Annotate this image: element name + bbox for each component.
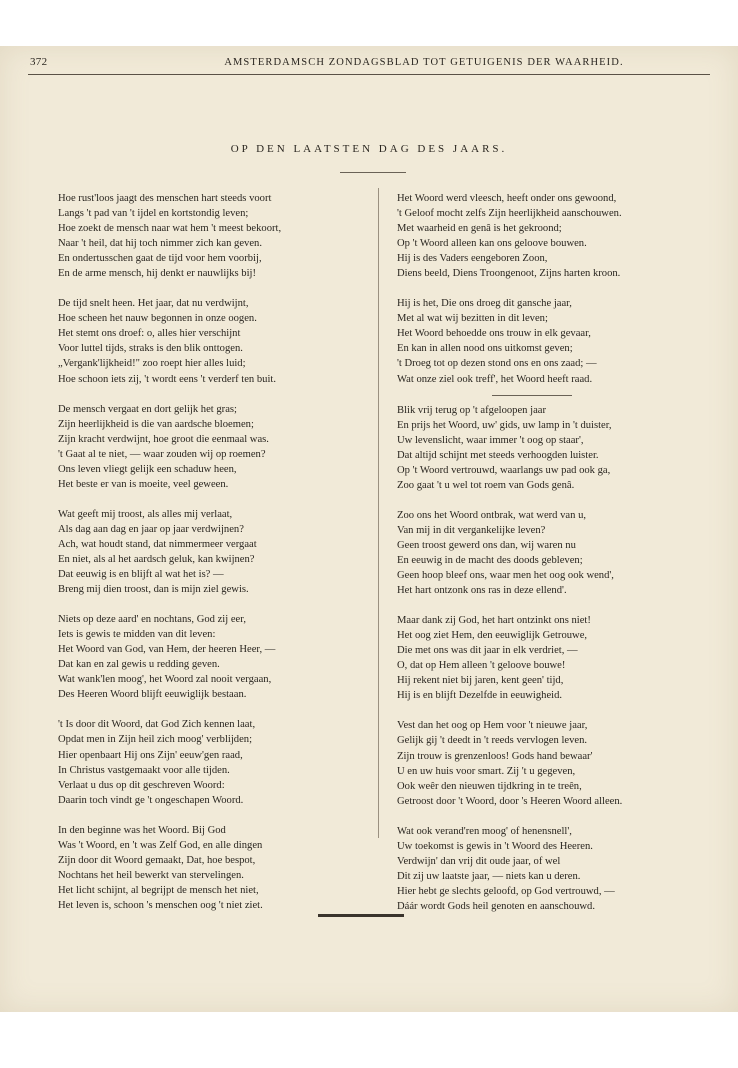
verse-line: In Christus vastgemaakt voor alle tijden. — [58, 764, 230, 776]
verse-line: Zoo ons het Woord ontbrak, wat werd van u, — [397, 509, 587, 521]
verse-line: 't Droeg tot op dezen stond ons en ons zaad; — — [397, 358, 597, 370]
stanza — [397, 296, 697, 386]
verse-line: Zijn door dit Woord gemaakt, Dat, hoe bespot, — [58, 854, 256, 866]
verse-line: Dat kan en zal gewis u redding geven. — [58, 659, 220, 671]
verse-line: Zijn trouw is grenzenloos! Gods hand bewaar' — [397, 750, 593, 762]
verse-line: Naar 't heil, dat hij toch nimmer zich kan geven. — [58, 238, 263, 250]
verse-line: Met al wat wij bezitten in dit leven; — [397, 313, 548, 325]
verse-line: Des Heeren Woord blijft eeuwiglijk bestaan. — [58, 689, 247, 701]
poem-title: OP DEN LAATSTEN DAG DES JAARS. — [230, 143, 508, 155]
stanza — [397, 613, 697, 703]
verse-line: Het stemt ons droef: o, alles hier verschijnt — [58, 328, 241, 340]
verse-line: Zijn kracht verdwijnt, hoe groot die eenmaal was. — [58, 433, 269, 445]
verse-line: Hij rekent niet bij jaren, kent geen' tijd, — [397, 675, 564, 687]
stanza — [397, 824, 697, 914]
stanza — [397, 508, 697, 598]
verse-line: Hoe schoon iets zij, 't wordt eens 't verderf ten buit. — [58, 373, 276, 385]
verse-line: Geen hoop bleef ons, waar men het oog ook wend', — [397, 570, 614, 582]
verse-line: Ach, wat houdt stand, dat nimmermeer vergaat — [58, 538, 257, 550]
page-number: 372 — [30, 56, 48, 68]
page-header — [28, 56, 710, 72]
verse-line: Hoe zoekt de mensch naar wat hem 't meest bekoort, — [58, 223, 282, 235]
verse-line: Gelijk gij 't deedt in 't reeds vervlogen leven. — [397, 735, 588, 747]
verse-line: Het beste er van is moeite, veel geween. — [58, 478, 229, 490]
verse-line: U en uw huis voor smart. Zij 't u gegeven, — [397, 765, 576, 777]
verse-line: En de arme mensch, hij denkt er nauwlijks bij! — [58, 268, 256, 280]
verse-line: De mensch vergaat en dort gelijk het gras; — [58, 403, 237, 415]
verse-line: Verlaat u dus op dit geschreven Woord: — [58, 779, 225, 791]
verse-line: Hij is en blijft Dezelfde in eeuwigheid. — [397, 690, 563, 702]
verse-line: Hij is des Vaders eengeboren Zoon, — [397, 253, 548, 265]
verse-line: Dat eeuwig is en blijft al wat het is? — — [58, 569, 224, 581]
verse-line: Met waarheid en genâ is het gekroond; — [397, 223, 562, 235]
verse-line: Op 't Woord vertrouwd, waarlangs uw pad ook ga, — [397, 464, 611, 476]
header-rule — [28, 74, 710, 75]
stanza — [58, 717, 370, 807]
verse-line: En kan in allen nood ons uitkomst geven; — [397, 343, 573, 355]
verse-line: Diens beeld, Diens Troongenoot, Zijns harten kroon. — [397, 268, 621, 280]
verse-line: Ook weêr den nieuwen tijdkring in te treên, — [397, 780, 582, 792]
verse-line: Hij is het, Die ons droeg dit gansche jaar, — [397, 298, 572, 310]
verse-line: Het Woord van God, van Hem, der heeren Heer, — — [58, 644, 276, 656]
stanza — [397, 718, 697, 808]
verse-line: Iets is gewis te midden van dit leven: — [58, 629, 216, 641]
verse-line: En ondertusschen gaat de tijd voor hem voorbij, — [58, 253, 262, 265]
verse-line: Daarin toch vindt ge 't ongeschapen Woord. — [58, 794, 244, 806]
verse-line: 't Is door dit Woord, dat God Zich kennen laat, — [58, 719, 256, 731]
verse-line: Was 't Woord, en 't was Zelf God, en alle dingen — [58, 839, 263, 851]
stanza — [397, 403, 697, 493]
verse-line: En niet, als al het aardsch geluk, kan kwijnen? — [58, 553, 255, 565]
verse-line: Hier openbaart Hij ons Zijn' eeuw'gen raad, — [58, 749, 243, 761]
verse-line: Ons leven vliegt gelijk een schaduw heen, — [58, 463, 237, 475]
right-column — [397, 191, 697, 929]
verse-line: Als dag aan dag en jaar op jaar verdwijnen? — [58, 523, 244, 535]
verse-line: „Vergank'lijkheid!" zoo roept hier alles luid; — [58, 358, 246, 370]
verse-line: Hoe scheen het nauw begonnen in onze oogen. — [58, 313, 257, 325]
verse-line: Het leven is, schoon 's menschen oog 't niet ziet. — [58, 899, 263, 911]
verse-line: Dáár wordt Gods heil genoten en aanschouwd. — [397, 900, 595, 912]
stanza — [58, 823, 370, 913]
verse-line: Opdat men in Zijn heil zich moog' verblijden; — [58, 734, 253, 746]
verse-line: Op 't Woord alleen kan ons geloove bouwen. — [397, 238, 587, 250]
verse-line: Het Woord werd vleesch, heeft onder ons gewoond, — [397, 193, 617, 204]
verse-line: En eeuwig in de macht des doods gebleven; — [397, 554, 583, 566]
verse-line: Zijn heerlijkheid is die van aardsche bloemen; — [58, 418, 254, 430]
verse-line: Het oog ziet Hem, den eeuwiglijk Getrouwe, — [397, 630, 588, 642]
verse-line: Van mij in dit vergankelijke leven? — [397, 524, 546, 536]
verse-line: Vest dan het oog op Hem voor 't nieuwe jaar, — [397, 720, 588, 732]
verse-line: 't Gaat al te niet, — waar zouden wij op roemen? — [58, 448, 266, 460]
verse-line: De tijd snelt heen. Het jaar, dat nu verdwijnt, — [58, 298, 249, 310]
verse-line: Wat wank'len moog', het Woord zal nooit vergaan, — [58, 674, 272, 686]
verse-line: Verdwijn' dan vrij dit oude jaar, of wel — [397, 855, 561, 867]
verse-line: Wat onze ziel ook treff', het Woord heeft raad. — [397, 373, 593, 385]
stanza — [397, 191, 697, 281]
running-head: AMSTERDAMSCH ZONDAGSBLAD TOT GETUIGENIS DER WAARHEID. — [224, 57, 624, 68]
verse-line: Het licht schijnt, al begrijpt de mensch het niet, — [58, 884, 259, 896]
verse-line: Dit zij uw laatste jaar, — niets kan u deren. — [397, 870, 581, 882]
verse-line: Die met ons was dit jaar in elk verdriet, — — [397, 645, 578, 657]
verse-line: Het Woord behoedde ons trouw in elk gevaar, — [397, 328, 591, 340]
verse-line: Geen troost gewerd ons dan, wij waren nu — [397, 539, 576, 551]
verse-line: O, dat op Hem alleen 't geloove bouwe! — [397, 660, 566, 672]
stanza — [58, 402, 370, 492]
verse-line: Zoo gaat 't u wel tot roem van Gods genâ. — [397, 479, 575, 491]
verse-line: Nochtans het heil bewerkt van stervelingen. — [58, 869, 244, 881]
verse-line: Breng mij dien troost, dan is mijn ziel gewis. — [58, 584, 249, 596]
verse-line: Langs 't pad van 't ijdel en kortstondig leven; — [58, 208, 249, 220]
verse-line: Getroost door 't Woord, door 's Heeren Woord alleen. — [397, 795, 623, 807]
verse-line: Uw toekomst is gewis in 't Woord des Heeren. — [397, 840, 593, 852]
verse-line: En prijs het Woord, uw' gids, uw lamp in 't duister, — [397, 419, 612, 431]
verse-line: Het hart ontzonk ons ras in deze ellend'. — [397, 585, 567, 597]
verse-line: Hier hebt ge slechts geloofd, op God vertrouwd, — — [397, 885, 615, 897]
stanza-rule — [492, 395, 572, 396]
title-rule — [340, 172, 406, 173]
stanza — [58, 191, 370, 281]
verse-line: 't Geloof mocht zelfs Zijn heerlijkheid aanschouwen. — [397, 208, 622, 220]
verse-line: Dat altijd schijnt met steeds verhoogden luister. — [397, 449, 599, 461]
verse-line: Wat ook verand'ren moog' of henensnell', — [397, 825, 572, 837]
verse-line: Niets op deze aard' en nochtans, God zij eer, — [58, 614, 246, 626]
verse-line: Voor luttel tijds, straks is den blik onttogen. — [58, 343, 243, 355]
left-column — [58, 191, 370, 928]
column-divider — [378, 188, 379, 838]
verse-line: Uw levenslicht, waar immer 't oog op staar', — [397, 434, 584, 446]
verse-line: Blik vrij terug op 't afgeloopen jaar — [397, 404, 547, 416]
verse-line: Hoe rust'loos jaagt des menschen hart steeds voort — [58, 193, 272, 204]
stanza — [58, 612, 370, 702]
verse-line: Maar dank zij God, het hart ontzinkt ons niet! — [397, 615, 591, 627]
end-rule — [318, 914, 404, 917]
stanza — [58, 507, 370, 597]
stanza — [58, 296, 370, 386]
verse-line: Wat geeft mij troost, als alles mij verlaat, — [58, 508, 233, 520]
verse-line: In den beginne was het Woord. Bij God — [58, 824, 226, 836]
